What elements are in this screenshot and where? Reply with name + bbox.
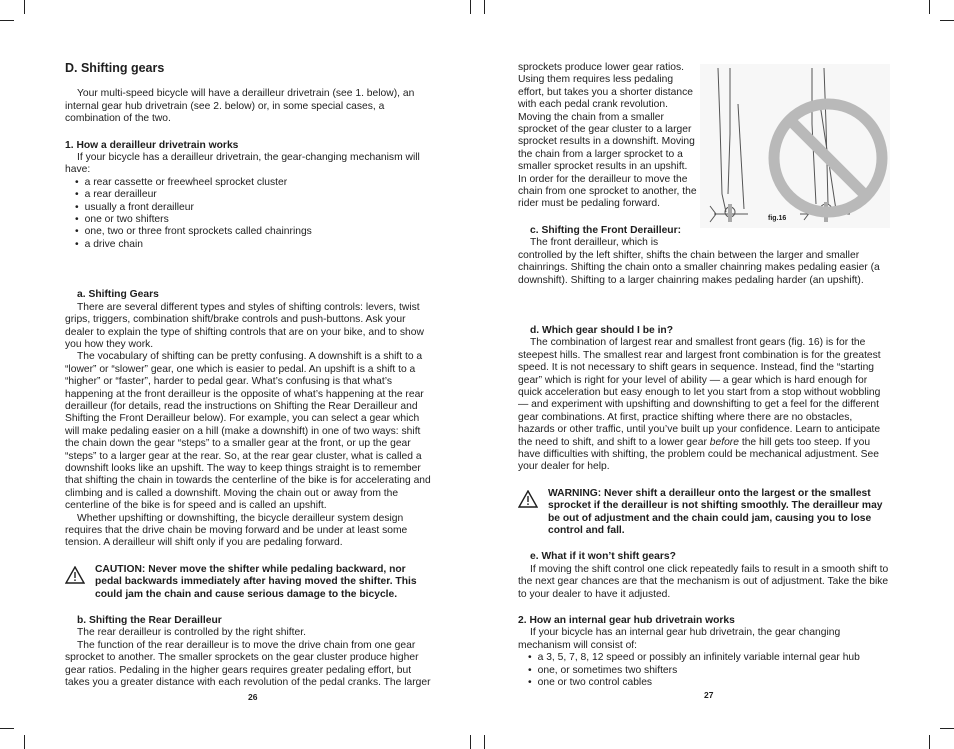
shifting-paragraph-2: The vocabulary of shifting can be pretty confusing. A downshift is a shift to a “lower” or “slower” gear, one which is easier to pedal. An upshift is a shift to a “higher” or “faster”, harder to pedal gear. What’s confusing is that what’s happening at the front derailleur is the opposite of what’s happening at the rear derailleur (for details, read the instructions on Shifting the Rear Derailleur and Shifting the Front Derailleur below). For example, you can select a gear which will make pedaling easier on a hill (make a downshift) in one of two ways: shift the chain down the gear “steps” to a smaller gear at the front, or up the gear “steps” to a larger gear at the rear. So, at the rear gear cluster, what is called a downshift looks like an upshift. The way to keep things straight is to remember that shifting the chain in towards the centerline of the bike is for accelerating and climbing and is called a downshift. Moving the chain out or away from the centerline of the bike is for speed and is called an upshift. — [65, 351, 431, 512]
which-gear-text-b: the hill gets too steep. If you have difficulties with shifting, the problem could be mechanical adjustment. See your dealer for help. — [518, 436, 879, 473]
gear-hub-text: If your bicycle has an internal gear hub drivetrain, the gear changing mechanism will consist of: — [518, 627, 841, 651]
caution-block — [65, 564, 432, 601]
list-item: • a rear cassette or freewheel sprocket cluster — [75, 177, 432, 189]
crop-mark — [24, 735, 25, 749]
crop-mark — [484, 735, 485, 749]
crop-mark — [470, 0, 471, 14]
crop-mark — [484, 0, 485, 14]
which-gear-text-a: The combination of largest rear and smallest front gears (fig. 16) is for the steepest hills. The smallest rear and largest front combination is for the greatest speed. It is not necessary to shift gears in sequence. Instead, find the “starting gear” which is right for your level of ability — a gear which is hard enough for quick acceleration but easy enough to let you start from a stop without wobbling — and experiment with upshifting and downshifting to get a feel for the different gear combinations. At first, practice shifting where there are no obstacles, hazards or other traffic, until you’ve built up your confidence. Learn to anticipate the need to shift, and shift to a lower gear — [518, 337, 881, 448]
list-item: • one, two or three front sprockets called chainrings — [75, 226, 432, 238]
list-item: • a 3, 5, 7, 8, 12 speed or possibly an infinitely variable internal gear hub — [528, 652, 890, 664]
rear-paragraph-1: The rear derailleur is controlled by the right shifter. — [77, 627, 306, 639]
list-item: • a rear derailleur — [75, 189, 432, 201]
crop-mark — [929, 735, 930, 749]
gear-hub-list — [518, 652, 890, 689]
warning-block — [518, 488, 890, 538]
figure-16 — [700, 64, 890, 228]
rear-paragraph-2: The function of the rear derailleur is to move the drive chain from one gear sprocket to another. The smaller sprockets on the gear cluster produce higher gear ratios. Pedaling in the higher gears requires greater pedaling effort, but takes you a greater distance with each revolution of the pedal cranks. The larger — [65, 639, 431, 689]
which-gear-emphasis: before — [709, 436, 739, 448]
crop-mark — [0, 728, 14, 729]
subheading-rear-derailleur: b. Shifting the Rear Derailleur — [77, 615, 222, 627]
warning-triangle-icon — [65, 564, 95, 601]
section-heading-gear-hub: 2. How an internal gear hub drivetrain works — [518, 615, 735, 627]
list-item: • usually a front derailleur — [75, 202, 432, 214]
warning-triangle-icon — [518, 488, 548, 538]
shifting-paragraph-1: There are several different types and styles of shifting controls: levers, twist grips, triggers, combination shift/brake controls and push-buttons. Ask your dealer to explain the type of shifting controls that are on your bike, and to show you how they work. — [65, 301, 424, 350]
continued-paragraph: sprockets produce lower gear ratios. Using them requires less pedaling effort, but takes you a shorter distance with each pedal crank revolution. Moving the chain from a smaller sprocket of the gear cluster to a larger sprocket results in a downshift. Moving the chain from a larger sprocket to a smaller sprocket results in an upshift. In order for the derailleur to move the chain from one sprocket to another, the rider must be pedaling forward. — [518, 62, 697, 210]
crop-mark — [940, 728, 954, 729]
bike-drivetrain-illustration — [700, 64, 890, 228]
subheading-shifting-gears: a. Shifting Gears — [77, 289, 159, 301]
subheading-front-derailleur: c. Shifting the Front Derailleur: — [530, 224, 682, 236]
crop-mark — [940, 20, 954, 21]
front-paragraph-a: The front derailleur, which is — [530, 237, 659, 249]
which-gear-paragraph — [518, 337, 890, 473]
derailleur-text: If your bicycle has a derailleur drivetrain, the gear-changing mechanism will have: — [65, 152, 420, 176]
shifting-paragraph-3: Whether upshifting or downshifting, the bicycle derailleur system design requires that the drive chain be moving forward and be under at least some tension. A derailleur will shift only if you are pedaling forward. — [65, 512, 408, 549]
left-page — [65, 62, 432, 689]
crop-mark — [470, 735, 471, 749]
derailleur-list — [65, 177, 432, 251]
caution-text: CAUTION: Never move the shifter while pedaling backward, nor pedal backwards immediately after having moved the shifter. This could jam the chain and cause serious damage to the bicycle. — [95, 563, 417, 600]
section-title: D. Shifting gears — [65, 61, 165, 75]
list-item: • one or two control cables — [528, 677, 890, 689]
front-paragraph-b: controlled by the left shifter, shifts the chain between the larger and smaller chainrings. Shifting the chain onto a smaller chainring makes pedaling easier (a downshift). Shifting to a larger chainring makes pedaling harder (an upshift). — [518, 249, 880, 286]
page-number-right: 27 — [704, 690, 714, 700]
page-number-left: 26 — [248, 692, 258, 702]
section-heading-derailleur: 1. How a derailleur drivetrain works — [65, 139, 239, 151]
list-item: • one or two shifters — [75, 214, 432, 226]
subheading-which-gear: d. Which gear should I be in? — [530, 324, 674, 336]
list-item: • a drive chain — [75, 239, 432, 251]
list-item: • one, or sometimes two shifters — [528, 665, 890, 677]
subheading-wont-shift: e. What if it won’t shift gears? — [530, 551, 676, 563]
wont-shift-paragraph: If moving the shift control one click repeatedly fails to result in a smooth shift to the next gear chances are that the mechanism is out of adjustment. Take the bike to your dealer to have it adjusted. — [518, 563, 889, 600]
warning-text: WARNING: Never shift a derailleur onto the largest or the smallest sprocket if the derailleur is not shifting smoothly. The derailleur may be out of adjustment and the chain could jam, causing you to lose control and fall. — [548, 487, 883, 536]
figure-label: fig.16 — [768, 215, 787, 222]
crop-mark — [24, 0, 25, 14]
intro-paragraph: Your multi-speed bicycle will have a derailleur drivetrain (see 1. below), an internal gear hub drivetrain (see 2. below) or, in some special cases, a combination of the two. — [65, 88, 415, 125]
crop-mark — [929, 0, 930, 14]
crop-mark — [0, 20, 14, 21]
